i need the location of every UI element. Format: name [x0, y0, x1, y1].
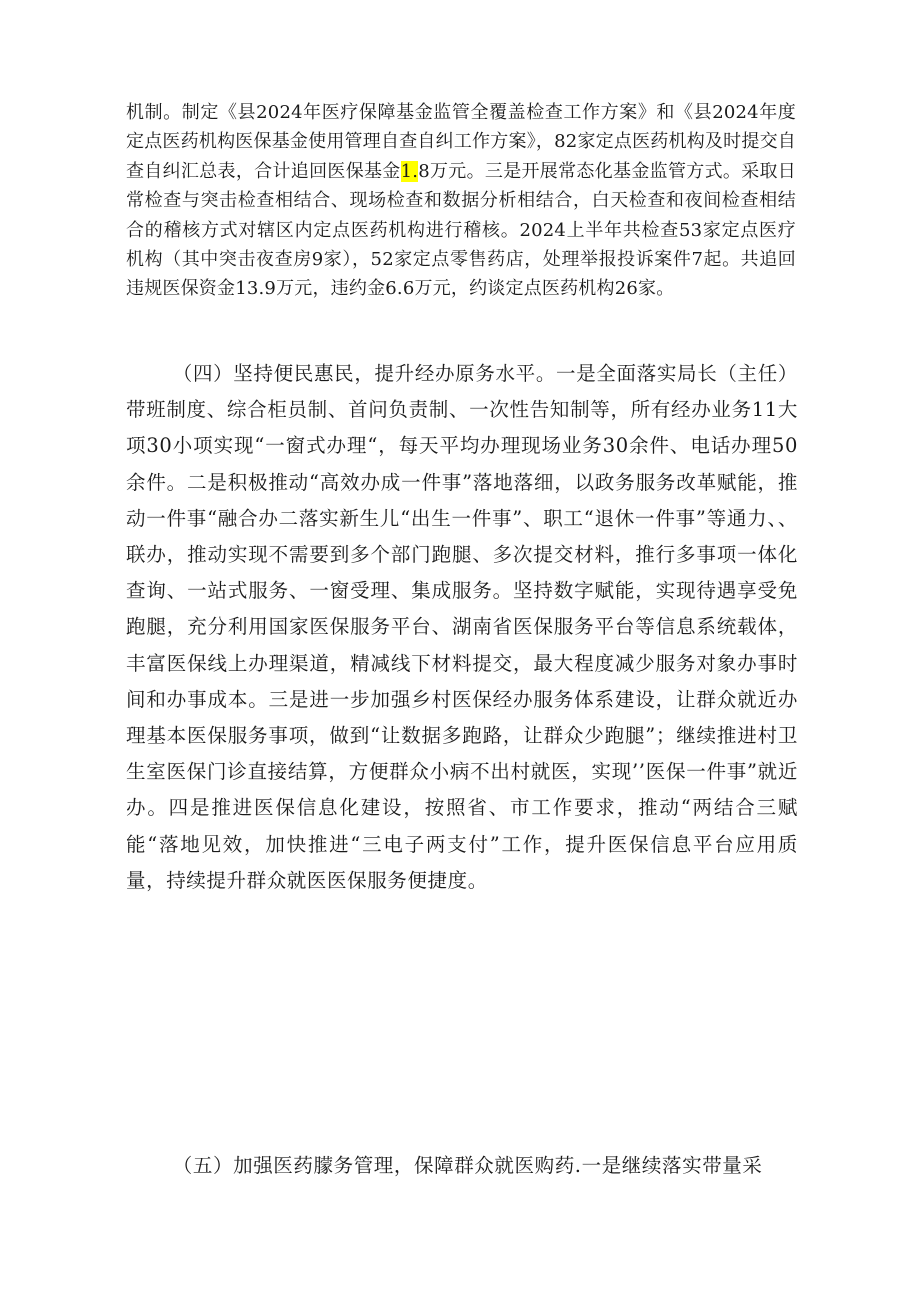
- paragraph-text: 8万元。三是开展常态化基金监管方式。采取日常检查与突击检查相结合、现场检查和数据分析相结合，白天检查和夜间检查相结合的稽核方式对辖区内定点医药机构进行稽核。2024上半年共检查53家定点医疗机构（其中突击夜查房9家），52家定点零售药店，处理举报投诉案件7起。共追回违规医保资金13.9万元，违约金6.6万元，约谈定点医药机构26家。: [126, 160, 797, 300]
- paragraph-medicine-management: （五）加强医药朦务管理，保障群众就医购药.一是继续落实带量采: [172, 1154, 763, 1177]
- paragraph-service-convenience: （四）坚持便民惠民，提升经办原务水平。一是全面落实局长（主任）带班制度、综合柜员制、首问负责制、一次性告知制等，所有经办业务11大项30小项实现“一窗式办理“，每天平均办理现场业务30余件、电话办理50余件。二是积极推动“高效办成一件事”落地落细，以政务服务改革赋能，推动一件事“融合办二落实新生儿“出生一件事”、职工“退休一件事”等通力、、联办，推动实现不需要到多个部门跑腿、多次提交材料，推行多事项一体化查询、一站式服务、一窗受理、集成服务。坚持数字赋能，实现待遇享受免跑腿，充分利用国家医保服务平台、湖南省医保服务平台等信息系统载体，丰富医保线上办理渠道，精减线下材料提交，最大程度减少服务对象办事时间和办事成本。三是进一步加强乡村医保经办服务体系建设，让群众就近办理基本医保服务事项，做到“让数据多跑路，让群众少跑腿”；继续推进村卫生室医保门诊直接结算，方便群众小病不出村就医，实现’’医保一件事”就近办。四是推进医保信息化建设，按照省、市工作要求，推动“两结合三赋能“落地见效，加快推进“三电子两支付”工作，提升医保信息平台应用质量，持续提升群众就医医保服务便捷度。: [126, 362, 798, 892]
- paragraph-fund-supervision: [126, 98, 796, 304]
- paragraph-text: 机制。制定《县2024年医疗保障基金监管全覆盖检查工作方案》和《县2024年度定点医药机构医保基金使用管理自查自纠工作方案》，82家定点医药机构及时提交自查自纠汇总表，合计追回医保基金: [126, 102, 796, 182]
- highlighted-text: 1.: [400, 160, 419, 182]
